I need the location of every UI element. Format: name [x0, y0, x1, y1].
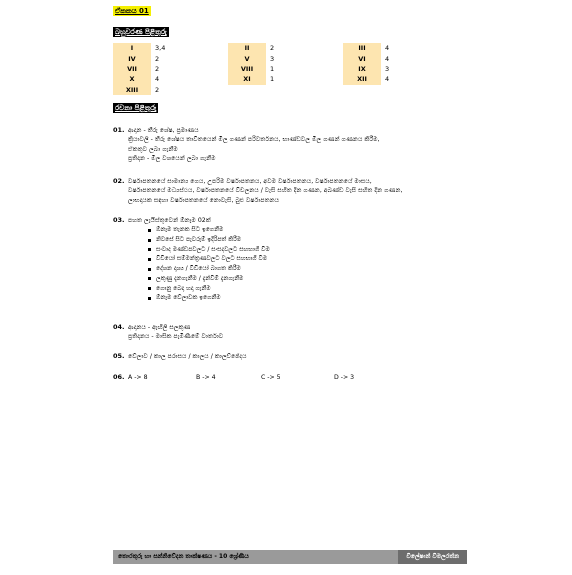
- mcq-number: XII: [343, 74, 381, 84]
- list-item: නිවසේ සිට පැවරුම් ඉදිරිපත් කිරීම: [146, 235, 463, 245]
- mcq-answer: 3,4: [155, 44, 166, 53]
- question-number: 02.: [113, 177, 125, 185]
- essay-section-label: රචනා පිළිතුරු: [115, 104, 157, 112]
- answer-line: ආදාන - තීරු ශේෂ, ප්‍රමාණය: [128, 127, 199, 134]
- match-answer: C -> 5: [261, 374, 281, 381]
- question-05: [113, 352, 463, 362]
- list-item: ගොනු බෙදා හදා ගැනීම: [146, 284, 463, 294]
- question-04: [113, 323, 463, 343]
- mcq-row: [228, 74, 320, 84]
- question-03: [113, 216, 463, 306]
- mcq-number: VIII: [228, 64, 266, 74]
- footer-author: චිලේෂාන් විමලරත්න: [398, 550, 467, 564]
- mcq-answer-table: [113, 43, 390, 95]
- list-item: විචියෝ සම්මන්ත්‍රණවලට වලට සහභාගී වීම: [146, 254, 463, 264]
- question-02-body: [128, 177, 463, 205]
- match-answer: B -> 4: [196, 374, 216, 381]
- list-item: ඕනෑම තැනක සිට ඉගෙනීම: [146, 225, 463, 235]
- mcq-column-1: [113, 43, 205, 95]
- mcq-number: IX: [343, 64, 381, 74]
- mcq-answer: 2: [155, 64, 160, 73]
- mcq-answer: 4: [385, 75, 390, 84]
- answer-line: වර්ෂාපතනයේ සාමාන්‍ය ගෙය, උපරිම වර්ෂාපතනය, අවම වර්ෂාපතනය, වර්ෂාපතනයේ මාසය,: [128, 178, 372, 185]
- mcq-number: XIII: [113, 85, 151, 95]
- question-number: 06.: [113, 373, 125, 381]
- bullet-list: [146, 225, 463, 303]
- mcq-number: VI: [343, 53, 381, 63]
- question-number: 03.: [113, 216, 125, 224]
- mcq-number: II: [228, 43, 266, 53]
- footer-subject: තොරතුරු හා සන්නිවේදන තාක්ෂණය - 10 ශ්‍රේණිය: [118, 553, 249, 560]
- question-03-body: [128, 216, 463, 303]
- mcq-row: [113, 53, 205, 63]
- mcq-number: III: [343, 43, 381, 53]
- list-item: ලකුණු දැනගැනීම / දැන්වීම් දැනගැනීම: [146, 274, 463, 284]
- mcq-number: X: [113, 74, 151, 84]
- answer-line: ආදානය - ඇඟිලි සලකුණ: [128, 324, 191, 331]
- mcq-answer: 1: [270, 75, 275, 84]
- mcq-answer: 2: [155, 85, 160, 94]
- mcq-number: I: [113, 43, 151, 53]
- answer-intro: පහත ලැයිස්තුවෙන් ඕනෑම 02ක්: [128, 217, 211, 224]
- mcq-row: [113, 43, 205, 53]
- list-item: සංවාද මණ්ඩපවලට / සංසදවලට සහභාගී වීම: [146, 245, 463, 255]
- list-item: දේශන දෘශ්‍ය / විඩියෝ බාගත කිරීම: [146, 264, 463, 274]
- answer-line: වේලාව / කාල පරාසය / කාලය / කාලච්ඡේදය: [128, 353, 247, 360]
- mcq-number: XI: [228, 74, 266, 84]
- mcq-column-2: [228, 43, 320, 85]
- list-item: ඕනෑම වේලාවක ඉගෙනීම: [146, 293, 463, 303]
- mcq-answer: 3: [270, 54, 275, 63]
- match-answer: A -> 8: [128, 374, 148, 381]
- mcq-row: [113, 74, 205, 84]
- question-number: 01.: [113, 126, 125, 134]
- question-number: 04.: [113, 323, 125, 331]
- unit-label: ඒකකය 01: [115, 7, 149, 15]
- mcq-row: [228, 64, 320, 74]
- question-01: [113, 126, 463, 166]
- mcq-answer: 4: [155, 75, 160, 84]
- question-01-body: [128, 126, 463, 164]
- question-number: 05.: [113, 352, 125, 360]
- answer-line: ප්‍රතිදානය - මාසික පැමිණීමේ වාර්තාව: [128, 333, 224, 341]
- mcq-row: [343, 43, 435, 53]
- answer-line: ක්‍රියාවලි - තීරු ශේෂය තාවිතයෙන් මිල ගණන් පරිවර්තනය, භාණ්ඩවල මිල ගණන් ගණනය කිරීම,: [128, 136, 380, 144]
- page-footer: [113, 550, 467, 564]
- mcq-answer: 3: [385, 64, 390, 73]
- mcq-column-3: [343, 43, 435, 85]
- match-answer: D -> 3: [334, 374, 355, 381]
- question-02: [113, 177, 463, 207]
- answer-line: වර්ෂාපතනයේ මධ්‍යස්ථය, වර්ෂාපතනයේ විචලනය / වැසි සහිත දින ගණන, අඛණ්ඩ වැසි සහිත දින ගණන,: [128, 187, 403, 195]
- mcq-row: [228, 53, 320, 63]
- mcq-row: [113, 64, 205, 74]
- question-06: [113, 373, 463, 383]
- mcq-number: V: [228, 53, 266, 63]
- mcq-row: [228, 43, 320, 53]
- question-04-body: [128, 323, 463, 342]
- answer-line: ලාභදායක සඳහා වර්ෂාපතනයේ නොවැසි, බුළු වර්ෂාපතනය: [128, 196, 280, 204]
- mcq-number: VII: [113, 64, 151, 74]
- answer-line: ඒකතුව ලබා ගැනීම: [128, 145, 178, 153]
- mcq-answer: 2: [155, 54, 160, 63]
- mcq-row: [343, 74, 435, 84]
- mcq-row: [113, 85, 205, 95]
- mcq-answer: 2: [270, 44, 275, 53]
- mcq-section-label: බහුවරණ පිළිතුරු: [115, 28, 167, 36]
- mcq-number: IV: [113, 53, 151, 63]
- mcq-row: [343, 64, 435, 74]
- answer-line: ප්‍රතිදාන - මිල වශයෙන් ලබා ගැනීම: [128, 155, 216, 163]
- mcq-answer: 4: [385, 54, 390, 63]
- mcq-row: [343, 53, 435, 63]
- mcq-answer: 1: [270, 64, 275, 73]
- mcq-answer: 4: [385, 44, 390, 53]
